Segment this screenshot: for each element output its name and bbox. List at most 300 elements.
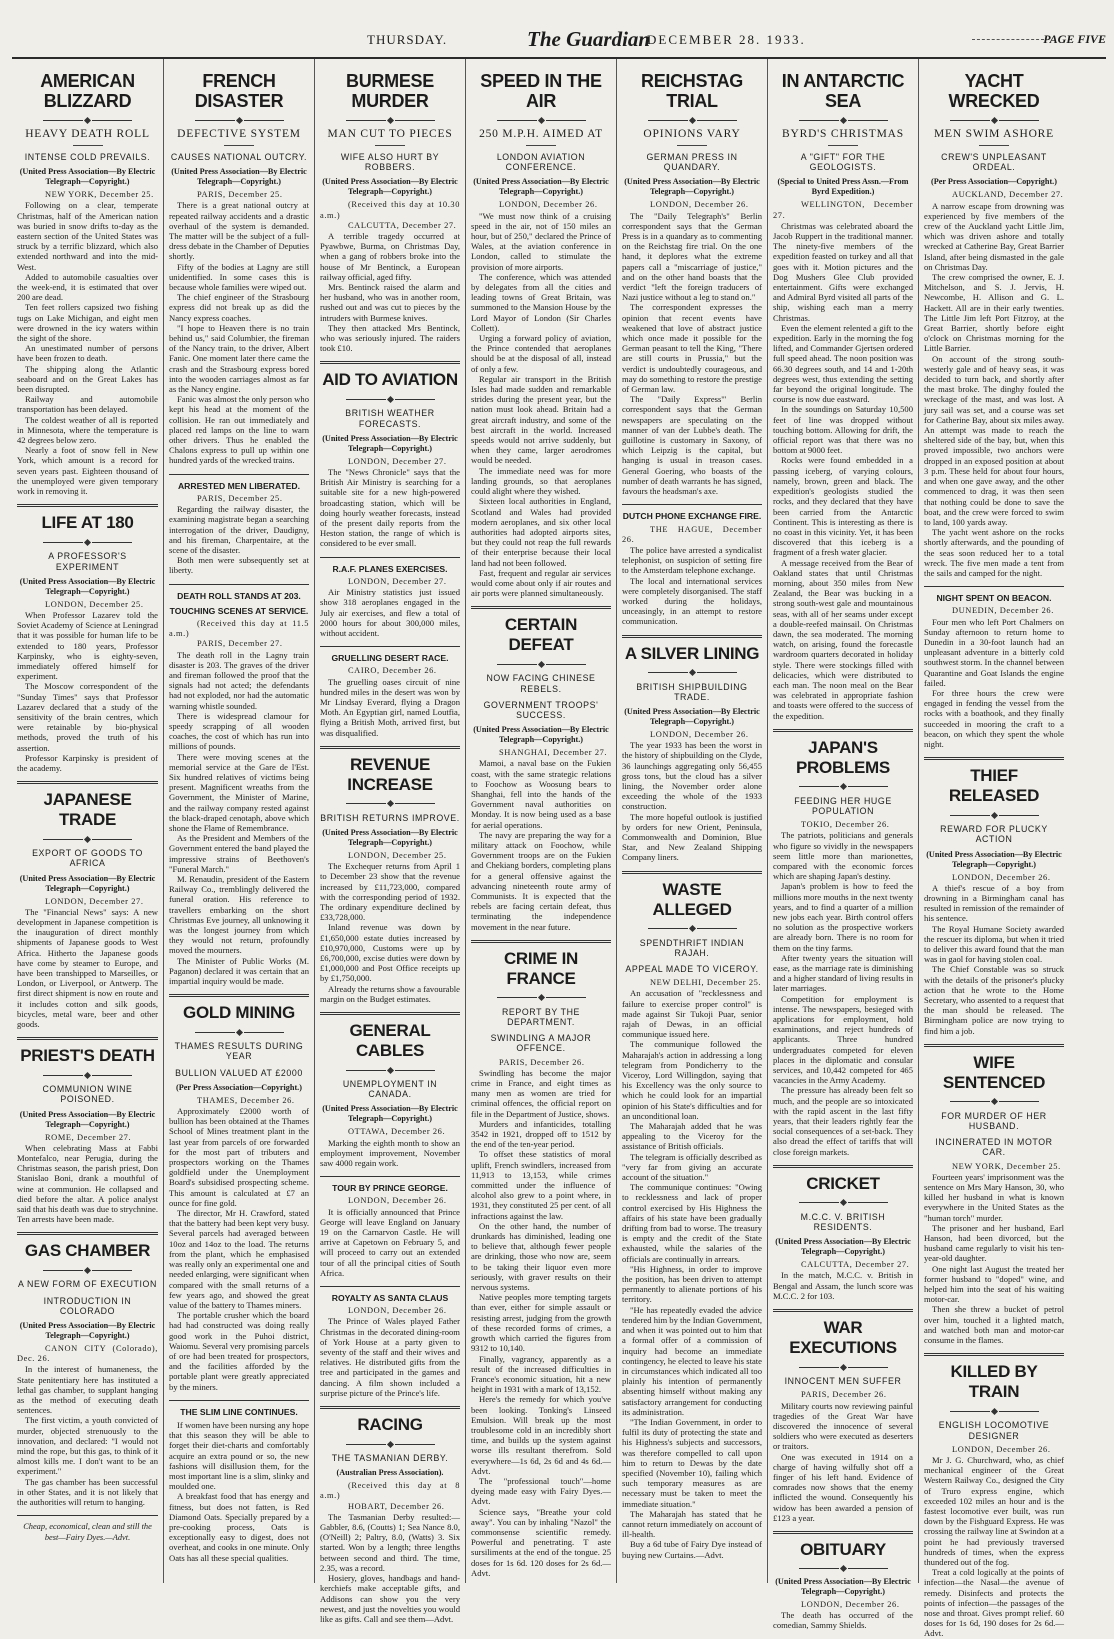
- masthead: [12, 26, 1106, 56]
- short-rule: [828, 145, 858, 146]
- story-dateline: LONDON, December 27.: [348, 576, 447, 586]
- story-paragraph: "The Indian Government, in order to fulfil its duty of protecting the state and his Highness's subjects and successors, was therefore compelled to call upon him to return to Dewas by the date specified (November 10), failing which such temporary measures as are necessary must be taken to meet the immediate situation.": [622, 1416, 762, 1509]
- story-dateline: LONDON, December 26.: [348, 1306, 447, 1316]
- ornament-rule: [773, 782, 913, 790]
- story-paragraph: The Chief Constable was so struck with the details of the prisoner's plucky action that he wrote to the Home Secretary, who assented to a request that the man should be released. The Birmingham police are now trying to find him a job.: [924, 964, 1064, 1036]
- story-paragraph: Inland revenue was down by £1,650,000 estate duties increased by £10,970,000, Customs were up by £6,700,000, excise duties were down by £1,000,000 and Post Office receipts up by £1,750,000.: [320, 922, 460, 984]
- story-dateline: CAIRO, December 26.: [348, 666, 437, 676]
- story-dateline: WELLINGTON, December 27.: [773, 200, 913, 220]
- story-separator: [320, 1286, 460, 1287]
- column-2: [163, 59, 314, 1583]
- story-headline: KILLED BY TRAIN: [950, 1362, 1038, 1402]
- story-paragraph: The communique followed the Maharajah's action in addressing a long telegram from Pondicherry to the Viceroy, Lord Willingdon, saying that his Excellency was the only source to which he could look for an impartial opinion of his State's difficulties and for an unconditional loan.: [622, 1039, 762, 1121]
- story-subdeck: INTRODUCTION IN COLORADO: [43, 1295, 132, 1316]
- story-paragraph: In the interest of humaneness, the State penitentiary here has instituted a lethal gas chamber, to supplant hanging as the method of executing death sentences.: [17, 1364, 158, 1416]
- story-paragraph: An unestimated number of persons have been frozen to death.: [17, 343, 158, 364]
- story-paragraph: They then attacked Mrs Bentinck, who was seriously injured. The raiders took £10.: [320, 322, 460, 354]
- story-subdeck: COMMUNION WINE POISONED.: [42, 1084, 133, 1105]
- story-separator: [924, 586, 1064, 587]
- story-dateline: LONDON, December 26.: [801, 1599, 900, 1609]
- story-paragraph: Rocks were found embedded in a passing iceberg, of varying colours, namely, brown, green and black. The expedition's geologists studied the rocks, and they declared that they have been carried from the Antarctic Continent. This is interesting as there is no coast in this vicinity. Yet, it has been discovered that this iceberg is a fragment of a fresh water glacier.: [773, 455, 913, 558]
- story-separator: [622, 635, 762, 638]
- masthead-title: The Guardian: [527, 27, 651, 51]
- story-paragraph: "I hope to Heaven there is no train behind us," said Columbier, the fireman of the Nancy train, to the driver, Albert Fanic. One moment later there came the crash and the Strasbourg express bored into the wooden carriages almost as far as the Nancy engine.: [169, 322, 309, 395]
- story-paragraph: Buy a 6d tube of Fairy Dye instead of buying new Curtains.—Advt.: [622, 1539, 762, 1560]
- story-paragraph: The local and international services were completely disorganised. The staff worked during the holidays, unceasingly, in an attempt to restore communication.: [622, 575, 762, 627]
- story-dateline: LONDON, December 26.: [952, 1444, 1051, 1454]
- story-paragraph: The pressure has already been felt so much, and the people are so intoxicated with the rapid ascent in the last fifty years, that their leaders rightly fear the social consequences of a set-back. They also dread the effect of tariffs that will close foreign markets.: [773, 1085, 913, 1157]
- story-paragraph: Here's the remedy for which you've been looking. Tonking's Linseed Emulsion. Will break up the most troublesome cold in an incredibly short time, and builds up the system against worse ills resultant therefrom. Sold everywhere—1s 6d, 2s 6d and 4s 6d.—Advt.: [471, 1394, 611, 1476]
- story-subhead: ROYALTY AS SANTA CLAUS: [331, 1293, 449, 1304]
- story-dateline: DUNEDIN, December 26.: [952, 606, 1054, 616]
- story-headline: JAPANESE TRADE: [43, 790, 132, 830]
- story-dateline: NEW YORK, December 25.: [45, 190, 154, 200]
- story-paragraph: As the President and Members of the Government entered the band played the impressive strains of Beethoven's "Funeral March.": [169, 833, 309, 874]
- story-dateline: LONDON, December 26.: [650, 729, 749, 739]
- story-headline: BURMESE MURDER: [346, 71, 434, 111]
- story-credit: (United Press Association—By Electric Telegraph—Copyright.): [624, 177, 760, 197]
- story-credit: (Per Press Association—Copyright.): [931, 177, 1057, 187]
- story-headline: RACING: [357, 1415, 423, 1435]
- story-separator: [773, 1309, 913, 1312]
- story-dateline: THAMES, December 26.: [197, 1095, 295, 1105]
- story-separator: [773, 1531, 913, 1534]
- story-dateline: AUCKLAND, December 27.: [952, 190, 1064, 200]
- ornament-rule: [924, 810, 1064, 818]
- story-subdeck: CAUSES NATIONAL OUTCRY.: [170, 152, 308, 162]
- story-separator: [17, 781, 158, 784]
- story-paragraph: Mr J. G. Churchward, who, as chief mechanical engineer of the Great Western Railway Co., designed the City of Truro express engine, which exceeded 102 miles an hour and is the fastest locomotive ever built, was run down by the Fishguard Express. He was crossing the railway line at Swindon at a point he had previously traversed hundreds of times, when the express thundered out of the fog.: [924, 1454, 1064, 1567]
- story-headline: WAR EXECUTIONS: [789, 1318, 897, 1358]
- story-subdeck: INNOCENT MEN SUFFER: [784, 1376, 902, 1387]
- story-dateline: LONDON, December 26.: [348, 1196, 447, 1206]
- story-subdeck: A "GIFT" FOR THE GEOLOGISTS.: [800, 152, 886, 173]
- story-paragraph: Railway and automobile transportation has been delayed.: [17, 394, 158, 415]
- story-credit: (United Press Association—By Electric Telegraph—Copyright.): [926, 849, 1062, 869]
- story-subdeck: A NEW FORM OF EXECUTION: [18, 1279, 157, 1290]
- story-paragraph: On the other hand, the number of drunkards has diminished, leading one to believe that, although fewer people are drinking, those who now are, seem to be taking their liquor even more seriously, with graver results on their nervous systems.: [471, 1220, 611, 1293]
- story-separator: [471, 606, 611, 609]
- story-paragraph: Added to automobile casualties over the week-end, it is estimated that over 200 are dead.: [17, 271, 158, 303]
- story-subhead: R.A.F. PLANES EXERCISES.: [332, 563, 448, 574]
- story-headline: JAPAN'S PROBLEMS: [796, 737, 890, 777]
- story-paragraph: "He has repeatedly evaded the advice tendered him by the Indian Government, and when it was pointed out to him that a formal offer of a commission of inquiry had become an immediate contingency, he elected to leave his state in circumstances which indicated all too plainly his intention of permanently absenting himself without making any satisfactory arrangement for conducting its administration.: [622, 1304, 762, 1417]
- story-deck: BYRD'S CHRISTMAS: [782, 128, 904, 140]
- story-received-note: (Received this day at 10.30 a.m.): [320, 200, 460, 220]
- story-paragraph: The Maharajah added that he was appealing to the Viceroy for the assistance of British officials.: [622, 1121, 762, 1152]
- ornament-rule: [471, 993, 611, 1001]
- story-headline: CRICKET: [806, 1173, 880, 1193]
- story-paragraph: Hosiery, gloves, handbags and hand-kerchiefs make acceptable gifts, and Addisons can show you the very newest, and just the novelties you would like as gifts. Call and see them—Advt.: [320, 1573, 460, 1624]
- story-credit: (United Press Association—By Electric Telegraph—Copyright.): [19, 1321, 156, 1341]
- story-headline: PRIEST'S DEATH: [20, 1046, 155, 1066]
- story-paragraph: There is a great national outcry at repeated railway accidents and a drastic overhaul of the system is demanded. The matter will be the subject of a full-dress debate in the Chamber of Deputies shortly.: [169, 200, 309, 262]
- story-headline: FRENCH DISASTER: [194, 71, 284, 111]
- ornament-rule: [773, 1362, 913, 1370]
- story-credit: (United Press Association—By Electric Telegraph—Copyright.): [19, 873, 156, 893]
- story-paragraph: There is widespread clamour for speedy scrapping of all wooden coaches, the cost of which has run into millions of pounds.: [169, 710, 309, 752]
- story-subdeck: REPORT BY THE DEPARTMENT.: [501, 1006, 581, 1027]
- story-deck: MEN SWIM ASHORE: [934, 128, 1054, 140]
- story-headline: THIEF RELEASED: [948, 766, 1040, 806]
- story-subdeck: GERMAN PRESS IN QUANDARY.: [646, 152, 738, 173]
- story-paragraph: The patriots, politicians and generals who figure so vividly in the newspapers seem little more than marionettes, compared with the economic forces which are shaping Japan's destiny.: [773, 830, 913, 882]
- story-paragraph: The Minister of Public Works (M. Paganon) declared it was certain that an impartial inquiry would be made.: [169, 955, 309, 987]
- story-separator: [169, 1400, 309, 1401]
- story-subhead: THE SLIM LINE CONTINUES.: [180, 1406, 298, 1417]
- story-paragraph: Mrs. Bentinck raised the alarm and her husband, who was in another room, rushed out and was cut to pieces by the intruders with Burmese knives.: [320, 282, 460, 323]
- story-headline: REICHSTAG TRIAL: [641, 71, 743, 111]
- story-subhead: TOUCHING SCENES AT SERVICE.: [169, 605, 309, 616]
- story-separator: [169, 474, 309, 475]
- story-dateline: ROME, December 27.: [45, 1132, 132, 1142]
- story-credit: (United Press Association—By Electric Telegraph—Copyright.): [19, 1109, 156, 1129]
- story-paragraph: "His Highness, in order to improve the position, has been driven to attempt permanently to alienate portions of his territory.: [622, 1263, 762, 1305]
- story-headline: GENERAL CABLES: [349, 1020, 431, 1060]
- story-separator: [924, 757, 1064, 760]
- story-paragraph: In the match, M.C.C. v. British in Bengal and Assam, the lunch score was M.C.C. 2 for 103.: [773, 1270, 913, 1301]
- story-subhead: GRUELLING DESERT RACE.: [331, 653, 449, 664]
- story-paragraph: The chief engineer of the Strasbourg express did not break up as did the Nancy express coaches.: [169, 292, 309, 323]
- ornament-rule: [924, 1406, 1064, 1414]
- story-credit: (Special to United Press Assn.—From Byrd Expedition.): [777, 177, 909, 197]
- story-subdeck: GOVERNMENT TROOPS' SUCCESS.: [483, 699, 599, 720]
- story-separator: [320, 646, 460, 647]
- story-paragraph: On account of the strong south-westerly gale and of heavy seas, it was decided to turn back, and shortly after the mast broke. The dinghy fouled the wreckage of the mast, and was lost. A jury sail was set, and a course was set for Catherine Bay, about six miles away. An attempt was made to reach the sheltered side of the bay, but, when this proved impossible, two anchors were dropped in an exposed position at about 3 p.m. These held for about four hours, and when one gave away, and the other commenced to drag, it was then seen that nothing could be done to save the boat, and the crew were forced to swim to land, 100 yards away.: [924, 353, 1064, 527]
- story-dateline: LONDON, December 27.: [348, 456, 447, 466]
- story-separator: [773, 1165, 913, 1168]
- ornament-rule: [471, 115, 611, 123]
- story-headline: LIFE AT 180: [41, 513, 134, 533]
- story-separator: [17, 1037, 158, 1040]
- story-separator: [924, 1353, 1064, 1356]
- story-credit: (United Press Association—By Electric Telegraph—Copyright.): [171, 167, 307, 187]
- story-credit: (United Press Association—By Electric Telegraph—Copyright.): [19, 576, 156, 596]
- story-paragraph: Mamoi, a naval base on the Fukien coast, with the same strategic relations to Foochow as Woosung bears to Shanghai, fell into the hands of the Government naval authorities on Monday. It is now being used as a base for aerial operations.: [471, 758, 611, 830]
- story-paragraph: One night last August the treated her former husband to "doped" wine, and helped him into the seat of his waiting motor-car.: [924, 1263, 1064, 1305]
- story-separator: [320, 361, 460, 364]
- story-headline: IN ANTARCTIC SEA: [781, 71, 905, 111]
- story-paragraph: The first victim, a youth convicted of murder, objected strenuously to the innovation, and declared: "I would not mind the rope, but this gas, to think of it almost kills me. I don't want to be an experiment.": [17, 1415, 158, 1477]
- story-paragraph: Sixteen local authorities in England, Scotland and Wales had provided modern aeroplanes, and six other local authorities had adopted airports sites, but they could not reap the full rewards of their enterprise because their local land had not been followed.: [471, 496, 611, 568]
- column-7: [918, 59, 1069, 1639]
- story-separator: [17, 504, 158, 507]
- ornament-rule: [773, 115, 913, 123]
- story-paragraph: Fifty of the bodies at Lagny are still unidentified. In some cases this is because whole families were wiped out.: [169, 261, 309, 293]
- story-paragraph: Swindling has become the major crime in France, and eight times as many men as women are tried for criminal offences, the official report on file in the Department of Justice, shows.: [471, 1067, 611, 1119]
- story-received-note: (Received this day at 8 a.m.): [320, 1481, 460, 1501]
- ornament-rule: [17, 1070, 158, 1078]
- column-4: [465, 59, 616, 1583]
- story-dateline: LONDON, December 26.: [952, 872, 1051, 882]
- story-subdeck: SPENDTHRIFT INDIAN RAJAH.: [639, 937, 745, 958]
- story-paragraph: Native peoples more tempting targets than ever, either for simple assault or resisting arrest, judging from the growth of these recorded forms of crimes, a growth which carried the figures from 9312 to 10,140.: [471, 1292, 611, 1354]
- column-6: [767, 59, 918, 1631]
- story-paragraph: Fanic was almost the only person who kept his head at the moment of the collision. He ran out immediately and placed red lamps on the line to warn other drivers. Thus he enabled the Chalons express to pull up within one hundred yards of the wrecked trains.: [169, 394, 309, 466]
- story-paragraph: A message received from the Bear of Oakland states that until Christmas morning, about 350 miles from New Zealand, the Bear was bucking in a strong south-west gale and mountainous seas, with all of her seams under except a double-reefed mainsail. On Christmas dawn, the sea moderated. The morning watch, on arising, found the forecastle wardroom quarters decorated in holiday style. There were stockings filled with delicacies, which were distributed to each man. The noon meal on the Bear was celebrated in appropriate fashion and toasts were offered to the success of the expedition.: [773, 557, 913, 721]
- story-dateline: PARIS, December 27.: [197, 639, 283, 649]
- story-paragraph: Military courts now reviewing painful tragedies of the Great War have discovered the innocence of several soldiers who were executed as deserters or traitors.: [773, 1400, 913, 1452]
- story-separator: [622, 504, 762, 505]
- story-paragraph: Four men who left Port Chalmers on Sunday afternoon to return home to Dunedin in a 30-foot launch had an unpleasant adventure in a bitterly cold southwest storm. In the channel between Quarantine and Goat Islands the engine failed.: [924, 616, 1064, 688]
- ornament-rule: [320, 799, 460, 807]
- ornament-rule: [17, 115, 158, 123]
- story-separator: [320, 557, 460, 558]
- masthead-day: THURSDAY.: [367, 32, 448, 47]
- story-headline: CERTAIN DEFEAT: [504, 615, 578, 655]
- short-rule: [375, 145, 405, 146]
- story-headline: AMERICAN BLIZZARD: [40, 71, 135, 111]
- ornament-rule: [924, 1097, 1064, 1105]
- story-dateline: PARIS, December 26.: [499, 1057, 585, 1067]
- story-paragraph: An accusation of "recklessness and failure to exercise proper control" is made against Sir Tukoji Puar, senior rajah of Dewas, in an official communique issued here.: [622, 988, 762, 1040]
- story-paragraph: The crew comprised the owner, E. J. Mitchelson, and S. J. Jervis, H. Newcombe, H. Allison and G. L. Hackett. All are in their early twenties. The Little Jim left Port Fitzroy, at the Great Barrier, shortly before eight o'clock on Christmas morning for the Little Barrier.: [924, 272, 1064, 354]
- story-paragraph: Science says, "Breathe your cold away". You can by inhaling "Nazol" the commonsense scientific remedy. Powerful and penetrating. T aste sursiliments at the end of the tongue. 25 doses for 1s 6d. 120 doses for 2s 6d.—Advt.: [471, 1506, 611, 1578]
- story-paragraph: To offset these statistics of moral uplift, French swindlers, increased from 11,913 to 13,153, while crimes committed under the influence of alcohol also grew to a point where, in 1931, they constituted 25 per cent. of all infractions against the law.: [471, 1149, 611, 1221]
- story-dateline: NEW YORK, December 25.: [952, 1161, 1061, 1171]
- story-credit: (United Press Association—By Electric Telegraph—Copyright.): [322, 827, 458, 847]
- story-paragraph: The prisoner and her husband, Earl Hanson, had been divorced, but the husband came regularly to visit his ten-year-old daughter.: [924, 1222, 1064, 1264]
- story-paragraph: The Exchequer returns from April 1 to December 23 show that the revenue increased by £11,723,000, compared with the corresponding period of 1932. The ordinary expenditure declined by £33,728,000.: [320, 861, 460, 923]
- story-dateline: THE HAGUE, December 26.: [622, 524, 762, 544]
- story-paragraph: The Moscow correspondent of the "Sunday Times" says that Professor Lazarev declared that a study of the sensitivity of the brain centres, which were retainable by bio-physical methods, proved the truth of his assertion.: [17, 681, 158, 753]
- story-separator: [320, 746, 460, 749]
- story-paragraph: Finally, vagrancy, apparently as a result of the increased difficulties in France's economic situation, hit a new height in 1931 with a mark of 13,152.: [471, 1353, 611, 1395]
- page-columns: [12, 57, 1106, 1639]
- ornament-rule: [169, 115, 309, 123]
- story-paragraph: Air Ministry statistics just issued show 318 aeroplanes engaged in the July air exercises, and flew a total of 2000 hours for about 300,000 miles, without accident.: [320, 587, 460, 638]
- story-paragraph: Then she threw a bucket of petrol over him, touched it a lighted match, and watched both man and motor-car consume in the flames.: [924, 1304, 1064, 1346]
- column-1: [12, 59, 163, 1583]
- story-separator: [471, 940, 611, 943]
- ornament-rule: [622, 115, 762, 123]
- story-credit: (United Press Association—By Electric Telegraph—Copyright.): [19, 167, 156, 187]
- story-separator: [773, 729, 913, 732]
- short-rule: [979, 145, 1009, 146]
- story-deck: 250 M.P.H. AIMED AT: [479, 128, 603, 140]
- story-paragraph: The Maharajah has stated that he cannot return immediately on account of ill-health.: [622, 1508, 762, 1540]
- story-paragraph: The gas chamber has been successful in other States, and it is not likely that the authorities will return to hanging.: [17, 1476, 158, 1508]
- story-paragraph: The telegram is officially described as "very far from giving an accurate account of the situation.": [622, 1151, 762, 1183]
- story-headline: OBITUARY: [800, 1539, 886, 1559]
- story-paragraph: Following on a clear, temperate Christmas, half of the American nation was buried in snow drifts to-day as the eastern section of the United States was struck by a terrific blizzard, which also extended northward and into the mid-West.: [17, 200, 158, 272]
- story-subdeck: BULLION VALUED AT £2000: [175, 1067, 303, 1078]
- column-3: [314, 59, 465, 1624]
- story-paragraph: When celebrating Mass at Fabbi Montefalco, near Perugia, during the Christmas season, the parish priest, Don Stanislao Boni, drank a mouthful of wine at communion. He collapsed and died before the altar. A police analyst said that his death was due to strychnine. Ten arrests have been made.: [17, 1142, 158, 1225]
- ornament-rule: [320, 115, 460, 123]
- story-subdeck: UNEMPLOYMENT IN CANADA.: [342, 1078, 438, 1100]
- story-subdeck: INTENSE COLD PREVAILS.: [24, 152, 151, 162]
- story-paragraph: The conference, which was attended by delegates from all the cities and leading towns of Great Britain, was summoned to the Mansion House by the Lord Mayor of London (Sir Charles Collett).: [471, 271, 611, 333]
- story-paragraph: The gruelling oases circuit of nine hundred miles in the desert was won by Mr Lindsay Everard, flying a Dragon Moth. An Egyptian girl, named Loutfia, flying a British Moth, arrived first, but was disqualified.: [320, 676, 460, 738]
- story-paragraph: The navy are preparing the way for a military attack on Foochow, while Government troops are on the Fukien and Chekiang borders, completing plans for a general offensive against the advancing nineteenth route army of Communists. It is expected that the rebels are facing certain defeat, thus terminating the independence movement in the near future.: [471, 829, 611, 932]
- column-5: [616, 59, 767, 1583]
- story-separator: [17, 1515, 158, 1516]
- story-dateline: PARIS, December 26.: [801, 1390, 887, 1400]
- story-paragraph: Urging a forward policy of aviation, the Prince contended that aeroplanes should be at the disposal of all, instead of only a few.: [471, 333, 611, 374]
- story-paragraph: The coldest weather of all is reported in Minnesota, where the temperature is 42 degrees below zero.: [17, 414, 158, 446]
- advertisement-line: Cheap, economical, clean and still the best—Fairy Dyes.—Advt.: [23, 1522, 152, 1542]
- story-headline: GOLD MINING: [183, 1003, 295, 1023]
- story-paragraph: "We must now think of a cruising speed in the air, not of 150 miles an hour, but of 250," declared the Prince of Wales, at the aviation conference in London, called to stimulate the provision of more airports.: [471, 210, 611, 272]
- story-deck: DEFECTIVE SYSTEM: [177, 128, 301, 140]
- story-paragraph: The "News Chronicle" says that the British Air Ministry is searching for a suitable site for a new high-powered broadcasting station, which will be doing hourly weather forecasts, instead of the present daily reports from the Heston station, the range of which is considered to be ever small.: [320, 467, 460, 549]
- story-paragraph: The Tasmanian Derby resulted:—Gabbler, 8.6, (Coutts) 1; Sea Nance 8.0, (O'Neill) 2; Paltry, 8.0, (Watts) 3. Six started. Won by a length; three lengths between second and third. The time, 2.35, was a record.: [320, 1511, 460, 1573]
- story-separator: [17, 1232, 158, 1235]
- story-paragraph: The more hopeful outlook is justified by orders for new Orient, Peninsula, Commonwealth and Dominion, Blue Star, and New Zealand Shipping Company liners.: [622, 811, 762, 863]
- story-deck: HEAVY DEATH ROLL: [25, 128, 150, 140]
- story-credit: (United Press Association—By Electric Telegraph—Copyright.): [624, 706, 760, 726]
- story-paragraph: The director, Mr H. Crawford, stated that the battery had been kept very busy. Several parcels had averaged between 10oz and 14oz to the load. The returns from the plant, which he emphasised was really only an experimental one and needed enlarging, were significant when compared with the small returns of a few years ago, and showed the great value of the battery to Thames miners.: [169, 1208, 309, 1310]
- story-subdeck: LONDON AVIATION CONFERENCE.: [496, 152, 586, 173]
- ornament-rule: [17, 1265, 158, 1273]
- story-credit: (United Press Association—By Electric Telegraph—Copyright.): [322, 1104, 458, 1124]
- story-paragraph: The immediate need was for more landing grounds, so that aeroplanes could alight where they wished.: [471, 465, 611, 497]
- story-dateline: LONDON, December 26.: [650, 200, 749, 210]
- story-subdeck: ENGLISH LOCOMOTIVE DESIGNER: [938, 1420, 1050, 1441]
- ornament-rule: [471, 659, 611, 667]
- story-separator: [169, 994, 309, 997]
- story-dateline: CANON CITY (Colorado), Dec. 26.: [17, 1344, 158, 1364]
- story-subhead: DEATH ROLL STANDS AT 203.: [177, 590, 301, 601]
- story-deck: OPINIONS VARY: [643, 128, 741, 140]
- story-dateline: NEW DELHI, December 25.: [650, 978, 762, 988]
- story-subhead: ARRESTED MEN LIBERATED.: [177, 480, 301, 491]
- story-headline: YACHT WRECKED: [948, 71, 1040, 111]
- story-dateline: LONDON, December 25.: [45, 599, 144, 609]
- story-subdeck: M.C.C. V. BRITISH RESIDENTS.: [800, 1211, 886, 1233]
- ornament-rule: [773, 1564, 913, 1572]
- story-paragraph: One was executed in 1914 on a charge of having wilfully shot off a finger of his left hand. Evidence of comrades now shows that the enemy inflicted the wound. Consequently his widow has been awarded a pension of £123 a year.: [773, 1451, 913, 1523]
- story-paragraph: The "Daily Telegraph's" Berlin correspondent says that the German Press is in a quandary as to commenting on the Reichstag fire trial. On the one hand, it deplores what the extreme papers call a "miscarriage of justice," and on the other hand boasts that the verdict "left the foreign traducers of Nazi justice without a leg to stand on.": [622, 210, 762, 303]
- story-headline: GAS CHAMBER: [24, 1241, 151, 1261]
- story-paragraph: It is officially announced that Prince George will leave England on January 19 on the Carnarvon Castle. He will arrive at Capetown on February 5, and will proceed to carry out an extended tour of all the principal cities of South Africa.: [320, 1206, 460, 1278]
- story-separator: [320, 1012, 460, 1015]
- story-headline: WIFE SENTENCED: [942, 1052, 1046, 1092]
- story-dateline: CALCUTTA, December 27.: [348, 220, 457, 230]
- story-deck: MAN CUT TO PIECES: [327, 128, 453, 140]
- story-paragraph: Regular air transport in the British Isles had made sudden and remarkable strides during the present year, but the nation must look ahead. Britain had a great aircraft industry, and some of the best aircraft in the world. Increased speeds would not arrive suddenly, but when they came, larger aerodromes would be needed.: [471, 373, 611, 466]
- story-headline: CRIME IN FRANCE: [503, 948, 579, 988]
- story-credit: (United Press Association—By Electric Telegraph—Copyright.): [322, 177, 458, 197]
- story-paragraph: M. Renaudin, president of the Eastern Railway Co., tremblingly delivered the funeral oration. His reference to travellers embarking on the short Christmas Eve journey, all unknowing it was the longest journey from which they would not return, profoundly moved the mourners.: [169, 874, 309, 956]
- story-headline: SPEED IN THE AIR: [480, 71, 602, 111]
- story-subdeck: INCINERATED IN MOTOR CAR.: [935, 1137, 1053, 1158]
- story-separator: [622, 871, 762, 874]
- story-subhead: NIGHT SPENT ON BEACON.: [936, 593, 1052, 604]
- story-subhead: DUTCH PHONE EXCHANGE FIRE.: [622, 511, 762, 522]
- story-dateline: PARIS, December 25.: [197, 493, 283, 503]
- story-subdeck: CREW'S UNPLEASANT ORDEAL.: [941, 152, 1047, 173]
- ornament-rule: [320, 394, 460, 402]
- story-dateline: SHANGHAI, December 27.: [499, 748, 608, 758]
- story-dateline: LONDON, December 25.: [348, 850, 447, 860]
- story-separator: [169, 584, 309, 585]
- story-paragraph: The shipping along the Atlantic seaboard and on the Great Lakes has been disrupted.: [17, 363, 158, 395]
- story-subdeck: REWARD FOR PLUCKY ACTION: [940, 824, 1048, 845]
- story-paragraph: A thief's rescue of a boy from drowning in a Birmingham canal has resulted in remission of the remainder of his sentence.: [924, 882, 1064, 924]
- story-paragraph: Christmas was celebrated aboard the Jacob Ruppert in the traditional manner. The ninety-five members of the expedition feasted on turkey and all that goes with it. Motion pictures and the Dog Mushers Glee Club provided entertainment. Gifts were exchanged and Admiral Byrd visited all parts of the ship, wishing each man a merry Christmas.: [773, 220, 913, 323]
- story-paragraph: Marking the eighth month to show an employment improvement, November saw 4000 regain work.: [320, 1137, 460, 1168]
- ornament-rule: [17, 834, 158, 842]
- story-paragraph: Even the element relented a gift to the expedition. Early in the morning the fog lifted, and Commander Gjertsen ordered full speed ahead. The noon position was 66.30 degrees south, and 14 and 1-20th degrees west, thus extending the setting far beyond the original longitude. The course is now due eastward.: [773, 322, 913, 405]
- story-paragraph: For three hours the crew were engaged in fending the vessel from the rocks with a boathook, and they finally succeeded in mooring the craft to a beacon, on which they spent the whole night.: [924, 687, 1064, 749]
- story-dateline: OTTAWA, December 26.: [348, 1127, 446, 1137]
- story-paragraph: After twenty years the situation will ease, as the marriage rate is diminishing and a higher standard of living results in later marriages.: [773, 952, 913, 994]
- story-dateline: PARIS, December 25.: [197, 190, 283, 200]
- story-paragraph: A narrow escape from drowning was experienced by five members of the crew of the Auckland yacht Little Jim, which was driven ashore and totally wrecked at Catherine Bay, Great Barrier Island, after being dismasted in the gale on Christmas Day.: [924, 200, 1064, 272]
- short-rule: [224, 145, 254, 146]
- story-subdeck: FOR MURDER OF HER HUSBAND.: [941, 1110, 1047, 1132]
- story-credit: (United Press Association—By Electric Telegraph—Copyright.): [473, 177, 609, 197]
- story-paragraph: Fast, frequent and regular air services would come about only if air routes and air ports were planned simultaneously.: [471, 567, 611, 599]
- short-rule: [73, 145, 103, 146]
- story-headline: REVENUE INCREASE: [347, 754, 433, 794]
- story-credit: (Australian Press Association).: [336, 1468, 444, 1478]
- story-paragraph: A breakfast food that has energy and fitness, but does not fatten, is Red Diamond Oats. Specially prepared by a pre-cooking process, Oats is exceptionally easy to digest, does not overheat, and cooks in one minute. Only Oats has all these special qualities.: [169, 1491, 309, 1563]
- ornament-rule: [320, 1439, 460, 1447]
- story-separator: [320, 1406, 460, 1409]
- story-dateline: LONDON, December 26.: [499, 200, 598, 210]
- story-separator: [320, 1176, 460, 1177]
- story-paragraph: A terrible tragedy occurred at Pyawbwe, Burma, on Christmas Day, when a gang of robbers broke into the house of Mr Bentinck, a European railway official, aged fifty.: [320, 231, 460, 282]
- story-paragraph: Ten feet rollers capsized two fishing tugs on Lake Michigan, and eight men were drowned in the icy waters within the sight of the shore.: [17, 302, 158, 344]
- story-paragraph: Murders and infanticides, totalling 3542 in 1921, dropped off to 1512 by the end of the ten-year period.: [471, 1118, 611, 1150]
- story-paragraph: Treat a cold logically at the points of infection—the Nasal—the avenue of remedy. Disinfects and protects the points of infection—the passages of the nose and throat. Gives prompt relief. 60 doses for 1s 6d, 190 doses for 2s 6d.—Advt.: [924, 1567, 1064, 1639]
- story-paragraph: The communique continues: "Owing to recklessness and lack of proper control exercised by His Highness the affairs of his state have been gradually drifting from bad to worse. The treasury is empty and the credit of the State exhausted, while the salaries of the officials are continually in arrears.: [622, 1182, 762, 1264]
- story-credit: (United Press Association—By Electric Telegraph—Copyright.): [473, 725, 609, 745]
- story-subdeck: A PROFESSOR'S EXPERIMENT: [48, 551, 127, 572]
- story-credit: (United Press Association—By Electric Telegraph—Copyright.): [775, 1237, 911, 1257]
- story-headline: A SILVER LINING: [624, 643, 760, 663]
- ornament-rule: [924, 115, 1064, 123]
- story-subdeck: SWINDLING A MAJOR OFFENCE.: [490, 1033, 592, 1054]
- story-received-note: (Received this day at 11.5 a.m.): [169, 618, 309, 639]
- ornament-rule: [320, 1065, 460, 1073]
- story-paragraph: The police have arrested a syndicalist telephonist, on suspicion of setting fire to the Amsterdam telephone exchange.: [622, 544, 762, 576]
- story-subdeck: NOW FACING CHINESE REBELS.: [486, 673, 596, 694]
- short-rule: [677, 145, 707, 146]
- short-rule: [526, 145, 556, 146]
- story-paragraph: Competition for employment is intense. The newspapers, besieged with applications for employment, hold examinations, and reject hundreds of applicants. Three hundred undergraduates competed for eleven places in the diplomatic and consular services, and 10,442 competed for 465 vacancies in the Army Academy.: [773, 993, 913, 1086]
- story-paragraph: Nearly a foot of snow fell in New York, which amount is a record for seven years past. Eighteen thousand of the unemployed were given temporary work in removing it.: [17, 445, 158, 497]
- story-dateline: TOKIO, December 26.: [801, 820, 890, 830]
- masthead-date: DECEMBER 28. 1933.: [647, 32, 806, 47]
- story-subdeck: THE TASMANIAN DERBY.: [331, 1453, 449, 1464]
- story-paragraph: There were moving scenes at the memorial service at the Gare de l'Est. Six hundred relatives of victims being present. Magnificent wreaths from the Government, the Minister of Marine, and the railway company rested against the black-draped cenotaph, above which shone the Flame of Remembrance.: [169, 751, 309, 833]
- story-paragraph: The Prince of Wales played Father Christmas in the decorated dining-room of York House at a party given to seventy of the staff and their wives and relatives. He distributed gifts from the tree and participated in the games and dancing. A film shown included a surprise picture of the Prince's life.: [320, 1316, 460, 1398]
- story-separator: [924, 1044, 1064, 1047]
- story-subdeck: APPEAL MADE TO VICEROY.: [625, 963, 759, 974]
- story-paragraph: Approximately £2000 worth of bullion has been obtained at the Thames School of Mines treatment plant in the last year from parcels of ore forwarded for the most part of tributers and prospectors working on the Thames goldfield under the Unemployment Board's subsidised prospecting scheme. This amount is calculated at £7 an ounce for fine gold.: [169, 1106, 309, 1208]
- story-dateline: HOBART, December 26.: [348, 1501, 445, 1511]
- story-subdeck: THAMES RESULTS DURING YEAR: [174, 1041, 304, 1062]
- story-paragraph: When Professor Lazarev told the Soviet Academy of Science at Leningrad that it was possible for human life to be extended to 180 years, Professor Karpinsky, who is eighty-seven, immediately offered himself for experiment.: [17, 609, 158, 682]
- story-paragraph: The yacht went ashore on the rocks shortly afterwards, and the pounding of the seas soon reduced her to a total wreck. The five men made a tent from the sails and camped for the night.: [924, 527, 1064, 578]
- story-paragraph: The correspondent expresses the opinion that recent events have weakened that love of abstract justice which once made it possible for the German peasant to tell the King, "There are still courts in Prussia," but the verdict is undoubtedly courageous, and may do something to restore the prestige of German law.: [622, 302, 762, 395]
- story-paragraph: The death roll in the Lagny train disaster is 203. The graves of the driver and fireman followed the proof that the signals had not acted; the defendants had not exploded, nor had the automatic warning whistle sounded.: [169, 649, 309, 711]
- story-paragraph: Regarding the railway disaster, the examining magistrate began a searching interrogation of the driver, Daudigny, and his fireman, Charpentaire, at the scene of the disaster.: [169, 504, 309, 555]
- story-subhead: TOUR BY PRINCE GEORGE.: [332, 1183, 448, 1194]
- story-paragraph: The "professional touch"—home dyeing made easy with Fairy Dyes.—Advt.: [471, 1475, 611, 1507]
- ornament-rule: [17, 537, 158, 545]
- story-paragraph: Fourteen years' imprisonment was the sentence on Mrs Mary Hanson, 30, who killed her husband in what is known everywhere in the United States as the "human torch" murder.: [924, 1171, 1064, 1223]
- story-paragraph: Professor Karpinsky is president of the academy.: [17, 752, 158, 773]
- masthead-page-number: PAGE FIVE: [1043, 32, 1106, 46]
- story-paragraph: Japan's problem is how to feed the millions more mouths in the next twenty years, and to find a quarter of a million new jobs each year. Birth control offers no solution as the prospective workers are already born. There is no room for them on the tiny farms.: [773, 881, 913, 953]
- story-subdeck: WIFE ALSO HURT BY ROBBERS.: [340, 152, 440, 173]
- story-paragraph: In the soundings on Saturday 10,500 feet of line was dropped without touching bottom. Allowing for drift, the official report was that there was no bottom at 9000 feet.: [773, 404, 913, 456]
